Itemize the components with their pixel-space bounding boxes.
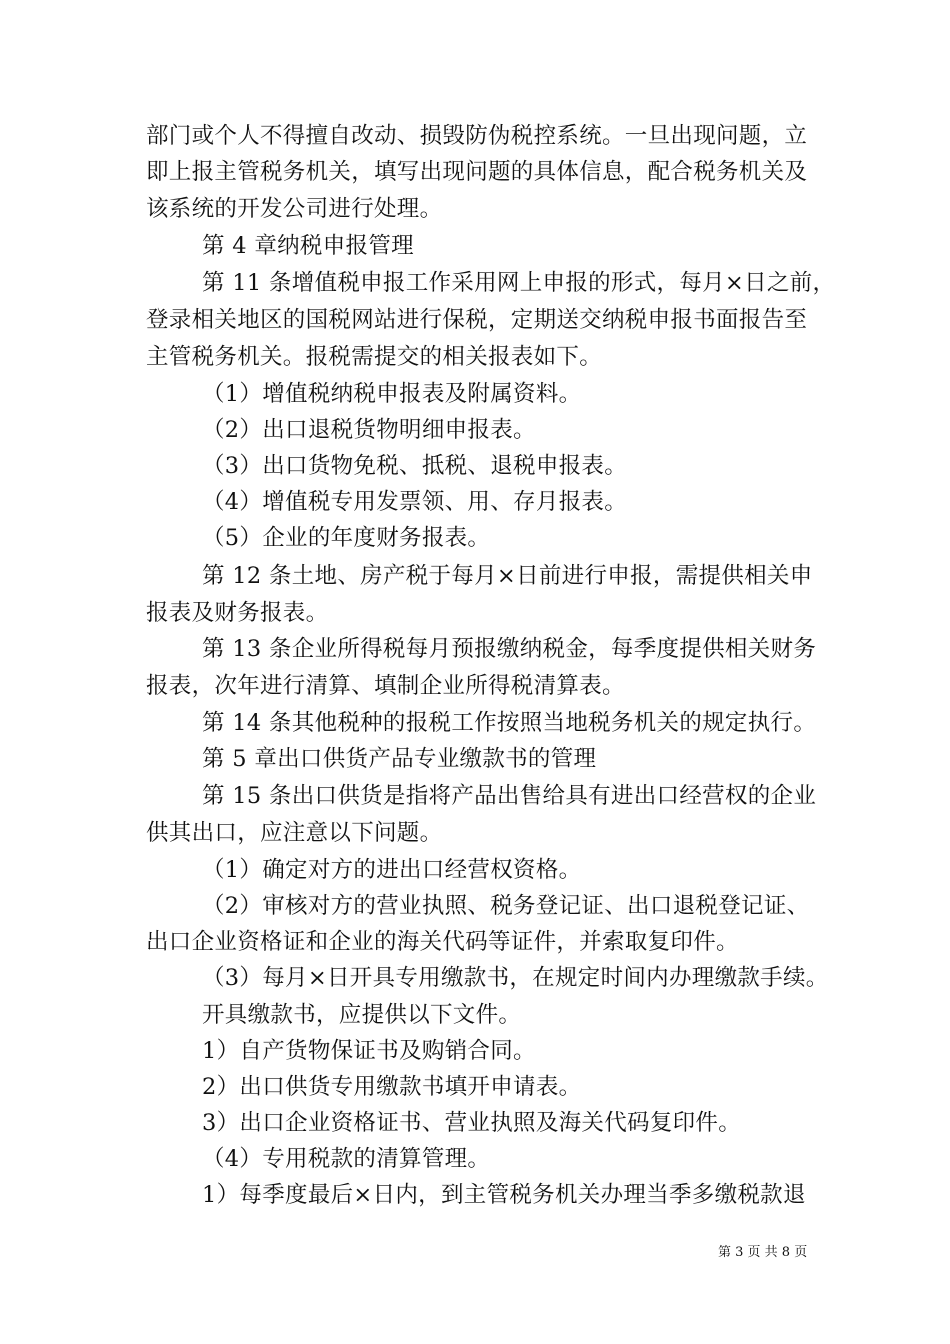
paragraph-line: 第 13 条企业所得税每月预报缴纳税金，每季度提供相关财务: [202, 636, 817, 662]
paragraph-line: 即上报主管税务机关，填写出现问题的具体信息，配合税务机关及: [146, 159, 808, 185]
paragraph-line: 报表及财务报表。: [146, 600, 329, 626]
list-item: 1）每季度最后×日内，到主管税务机关办理当季多缴税款退: [202, 1182, 806, 1208]
paragraph-line: 报表，次年进行清算、填制企业所得税清算表。: [146, 673, 625, 699]
page-number: 第 3 页 共 8 页: [718, 1245, 808, 1260]
list-item: （3）出口货物免税、抵税、退税申报表。: [202, 453, 628, 479]
paragraph-line: 部门或个人不得擅自改动、损毁防伪税控系统。一旦出现问题，立: [146, 123, 808, 149]
paragraph-line: 出口企业资格证和企业的海关代码等证件，并索取复印件。: [146, 929, 739, 955]
paragraph-line: 该系统的开发公司进行处理。: [146, 196, 443, 222]
paragraph-line: 登录相关地区的国税网站进行保税，定期送交纳税申报书面报告至: [146, 307, 808, 333]
paragraph-line: 供其出口，应注意以下问题。: [146, 820, 443, 846]
list-item: （3）每月×日开具专用缴款书，在规定时间内办理缴款手续。: [202, 965, 829, 991]
list-item: 1）自产货物保证书及购销合同。: [202, 1038, 536, 1064]
list-item: （2）出口退税货物明细申报表。: [202, 417, 536, 443]
list-item: （5）企业的年度财务报表。: [202, 525, 491, 551]
paragraph-line: 第 12 条土地、房产税于每月×日前进行申报，需提供相关申: [202, 563, 813, 589]
paragraph-line: 第 15 条出口供货是指将产品出售给具有进出口经营权的企业: [202, 783, 817, 809]
list-item: （4）专用税款的清算管理。: [202, 1146, 491, 1172]
list-item: （2）审核对方的营业执照、税务登记证、出口退税登记证、: [202, 893, 810, 919]
list-item: 2）出口供货专用缴款书填开申请表。: [202, 1074, 582, 1100]
chapter-heading: 第 4 章纳税申报管理: [202, 233, 414, 259]
list-item: 3）出口企业资格证书、营业执照及海关代码复印件。: [202, 1110, 742, 1136]
paragraph-line: 主管税务机关。报税需提交的相关报表如下。: [146, 344, 603, 370]
paragraph-line: 第 11 条增值税申报工作采用网上申报的形式，每月×日之前，: [202, 270, 836, 296]
list-item: （1）确定对方的进出口经营权资格。: [202, 857, 582, 883]
list-item: （4）增值税专用发票领、用、存月报表。: [202, 489, 628, 515]
list-item: （1）增值税纳税申报表及附属资料。: [202, 381, 582, 407]
chapter-heading: 第 5 章出口供货产品专业缴款书的管理: [202, 746, 597, 772]
paragraph-line: 开具缴款书，应提供以下文件。: [202, 1002, 522, 1028]
paragraph-line: 第 14 条其他税种的报税工作按照当地税务机关的规定执行。: [202, 710, 817, 736]
